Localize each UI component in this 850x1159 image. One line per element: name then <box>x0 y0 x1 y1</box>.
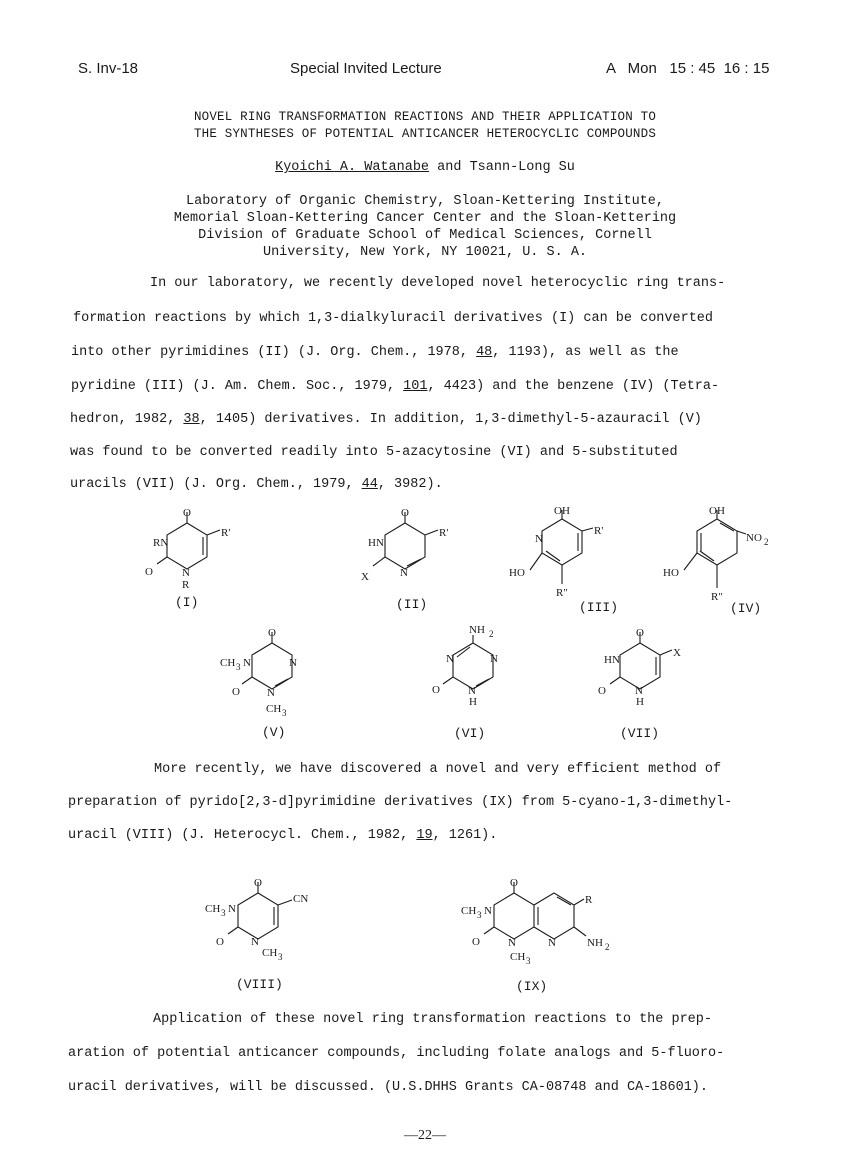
atom-CH: CH <box>510 951 526 963</box>
atom-N: N <box>400 567 408 579</box>
p2-line-2: preparation of pyrido[2,3-d]pyrimidine derivatives (IX) from 5-cyano-1,3-dimethyl- <box>68 795 733 810</box>
atom-N: N <box>182 567 190 579</box>
subscript-3: 3 <box>477 910 482 920</box>
structure-IX <box>461 877 610 966</box>
volume: 48 <box>476 345 493 360</box>
structure-VIII <box>205 877 308 962</box>
atom-O: O <box>401 507 409 519</box>
author-connector: and <box>429 160 470 175</box>
text: uracils (VII) (J. Org. Chem., 1979, <box>70 477 362 492</box>
page-number: —22— <box>404 1128 446 1143</box>
atom-HN: HN <box>604 654 620 666</box>
affiliation-line: Division of Graduate School of Medical Sciences, Cornell <box>198 228 652 243</box>
atom-CH: CH <box>461 905 477 917</box>
atom-NH: NH <box>587 937 603 949</box>
p3-line-1: Application of these novel ring transformation reactions to the prep- <box>153 1012 712 1027</box>
atom-X: X <box>361 571 369 583</box>
affiliation-line: Laboratory of Organic Chemistry, Sloan-Kettering Institute, <box>186 194 664 209</box>
p1-line-1: In our laboratory, we recently developed novel heterocyclic ring trans- <box>150 276 726 291</box>
author-second: Tsann-Long Su <box>469 160 575 175</box>
structure-I <box>145 507 230 591</box>
title-line-2: THE SYNTHESES OF POTENTIAL ANTICANCER HETEROCYCLIC COMPOUNDS <box>193 127 657 141</box>
structure-V <box>220 627 297 718</box>
atom-O: O <box>598 685 606 697</box>
structure-VII <box>598 627 681 708</box>
label-II: (II) <box>396 597 428 612</box>
atom-RN: RN <box>153 537 169 549</box>
volume: 38 <box>183 412 200 427</box>
affiliation-line: Memorial Sloan-Kettering Cancer Center and the Sloan-Kettering <box>173 211 677 226</box>
p3-line-2: aration of potential anticancer compounds, including folate analogs and 5-fluoro- <box>68 1046 725 1061</box>
author-presenting: Kyoichi A. Watanabe <box>275 160 430 175</box>
title-line-1: NOVEL RING TRANSFORMATION REACTIONS AND THEIR APPLICATION TO <box>193 110 657 124</box>
subscript-2: 2 <box>605 942 610 952</box>
label-I: (I) <box>175 595 199 610</box>
atom-O: O <box>254 877 262 889</box>
atom-R-prime: R' <box>439 527 449 539</box>
atom-CH: CH <box>220 657 236 669</box>
subscript-3: 3 <box>236 662 241 672</box>
atom-CH: CH <box>266 703 282 715</box>
atom-O: O <box>232 686 240 698</box>
atom-OH: OH <box>554 505 570 517</box>
text: into other pyrimidines (II) (J. Org. Chem., 1978, <box>71 345 477 360</box>
atom-NH: NH <box>469 624 485 636</box>
text: pyridine (III) (J. Am. Chem. Soc., 1979, <box>71 379 404 394</box>
atom-CH: CH <box>205 903 221 915</box>
atom-N: N <box>468 685 476 697</box>
subscript-3: 3 <box>221 908 226 918</box>
atom-O: O <box>510 877 518 889</box>
atom-N: N <box>446 653 454 665</box>
subscript-2: 2 <box>489 629 494 639</box>
text: hedron, 1982, <box>70 412 184 427</box>
text: , 1261). <box>432 828 498 843</box>
label-IX: (IX) <box>516 979 548 994</box>
atom-N: N <box>251 936 259 948</box>
atom-R-double-prime: R" <box>556 587 568 599</box>
structure-II <box>361 507 448 583</box>
p2-line-3 <box>68 828 497 843</box>
structure-VI <box>432 624 498 708</box>
atom-HO: HO <box>663 567 679 579</box>
affiliation-line: University, New York, NY 10021, U. S. A. <box>262 245 588 260</box>
atom-O: O <box>268 627 276 639</box>
atom-O: O <box>216 936 224 948</box>
atom-CH: CH <box>262 947 278 959</box>
structure-III <box>509 505 603 599</box>
text: , 3982). <box>377 477 443 492</box>
abstract-code: S. Inv-18 <box>78 60 139 77</box>
atom-O: O <box>636 627 644 639</box>
atom-N: N <box>484 905 492 917</box>
label-III: (III) <box>579 600 619 615</box>
atom-H: H <box>469 696 477 708</box>
label-IV: (IV) <box>730 601 762 616</box>
atom-N: N <box>267 687 275 699</box>
text: uracil (VIII) (J. Heterocycl. Chem., 1982, <box>68 828 417 843</box>
p2-line-1: More recently, we have discovered a novel and very efficient method of <box>154 762 722 777</box>
text: , 4423) and the benzene (IV) (Tetra- <box>427 379 720 394</box>
subscript-3: 3 <box>278 952 283 962</box>
atom-O: O <box>145 566 153 578</box>
atom-NO: NO <box>746 532 762 544</box>
atom-N: N <box>635 685 643 697</box>
atom-H: H <box>636 696 644 708</box>
p1-line-6: was found to be converted readily into 5-azacytosine (VI) and 5-substituted <box>70 445 678 460</box>
session-title: Special Invited Lecture <box>290 60 442 77</box>
atom-R-prime: R' <box>594 525 604 537</box>
atom-OH: OH <box>709 505 725 517</box>
atom-R: R <box>585 894 593 906</box>
label-VIII: (VIII) <box>236 977 283 992</box>
label-V: (V) <box>262 725 286 740</box>
volume: 101 <box>403 379 428 394</box>
atom-O: O <box>432 684 440 696</box>
subscript-3: 3 <box>526 956 531 966</box>
text: , 1193), as well as the <box>492 345 679 360</box>
atom-N: N <box>508 937 516 949</box>
p3-line-3: uracil derivatives, will be discussed. (U.S.DHHS Grants CA-08748 and CA-18601). <box>68 1080 709 1095</box>
atom-R-double-prime: R" <box>711 591 723 603</box>
atom-N: N <box>243 657 251 669</box>
volume: 44 <box>361 477 378 492</box>
atom-HO: HO <box>509 567 525 579</box>
label-VII: (VII) <box>620 726 660 741</box>
structure-IV <box>663 505 769 603</box>
atom-HN: HN <box>368 537 384 549</box>
atom-CN: CN <box>293 893 309 905</box>
atom-R: R <box>182 579 190 591</box>
subscript-2: 2 <box>764 537 769 547</box>
atom-N: N <box>228 903 236 915</box>
atom-N: N <box>535 533 543 545</box>
atom-N: N <box>289 657 297 669</box>
volume: 19 <box>416 828 433 843</box>
session-time: A Mon 15 : 45 16 : 15 <box>606 60 770 77</box>
atom-O: O <box>183 507 191 519</box>
p1-line-2: formation reactions by which 1,3-dialkyluracil derivatives (I) can be converted <box>73 311 714 326</box>
atom-X: X <box>673 647 681 659</box>
atom-N: N <box>548 937 556 949</box>
text: , 1405) derivatives. In addition, 1,3-dimethyl-5-azauracil (V) <box>199 412 702 427</box>
atom-N: N <box>490 653 498 665</box>
subscript-3: 3 <box>282 708 287 718</box>
label-VI: (VI) <box>454 726 486 741</box>
atom-R-prime: R' <box>221 527 231 539</box>
atom-O: O <box>472 936 480 948</box>
